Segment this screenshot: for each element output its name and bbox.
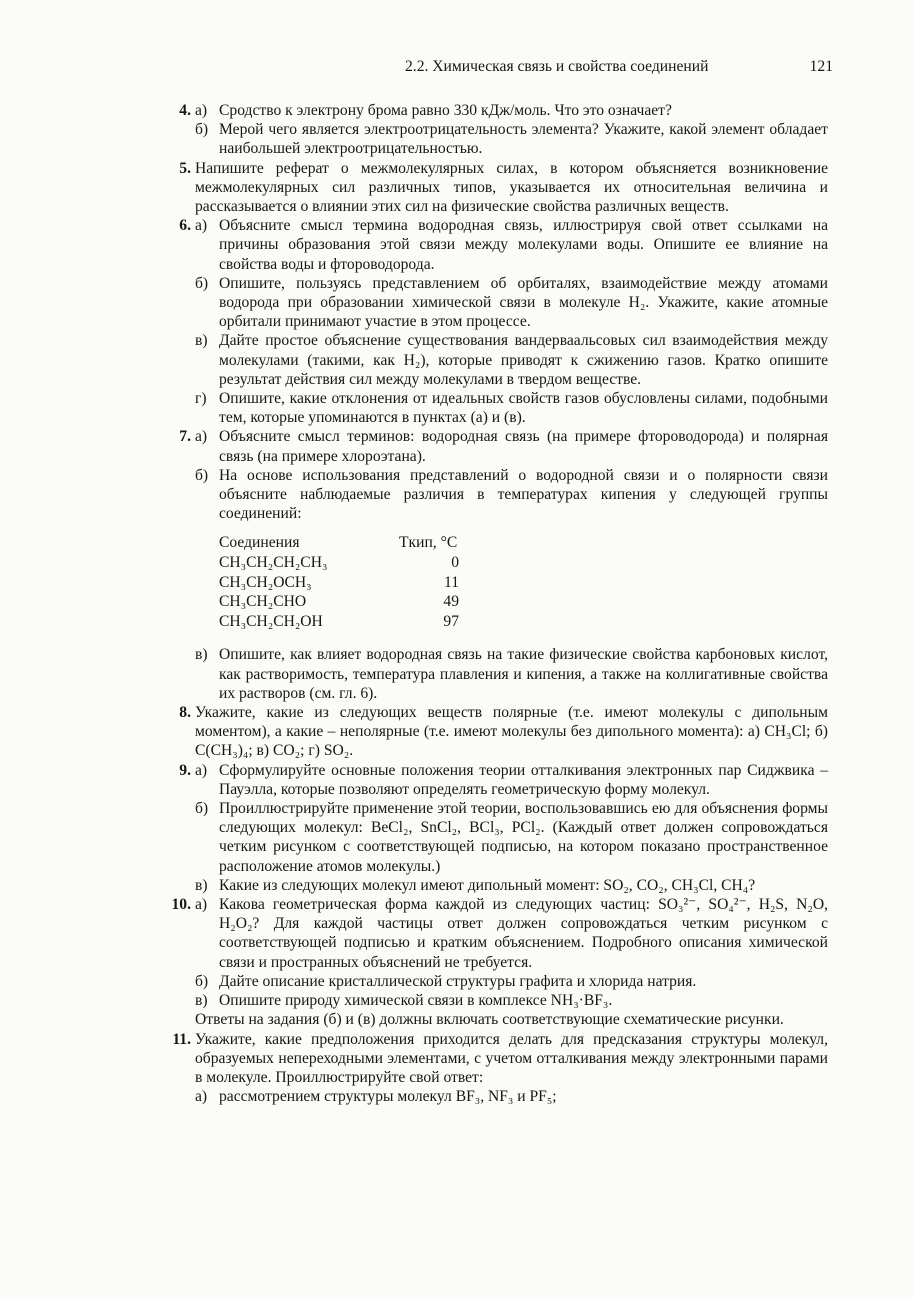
part-label: а) bbox=[195, 1088, 208, 1106]
part-text: Дайте описание кристаллической структуры графита и хлорида натрия. bbox=[219, 972, 697, 990]
column-header-boiling-point: Tкип, °C bbox=[399, 534, 458, 552]
question-part bbox=[195, 216, 828, 274]
part-label: б) bbox=[195, 274, 209, 292]
part-label: в) bbox=[195, 646, 208, 664]
part-text: Сформулируйте основные положения теории отталкивания электронных пар Сиджвика – Пауэлла, которые позволяют определять геометрическую форму молекул. bbox=[219, 761, 828, 798]
answer-note: Ответы на задания (б) и (в) должны включать соответствующие схематические рисунки. bbox=[195, 1011, 784, 1029]
question-number: 7. bbox=[179, 428, 191, 446]
boiling-point-cell: 11 bbox=[443, 573, 459, 591]
question-part bbox=[195, 876, 828, 895]
question-part bbox=[195, 274, 828, 332]
part-label: а) bbox=[195, 896, 208, 914]
question-part bbox=[195, 389, 828, 427]
question-number: 8. bbox=[179, 704, 191, 722]
question-part bbox=[195, 991, 828, 1010]
question-number: 10. bbox=[171, 896, 191, 914]
question-part bbox=[195, 331, 828, 389]
part-label: в) bbox=[195, 992, 208, 1010]
compound-cell: CH₃CH₂OCH₃ bbox=[219, 573, 312, 591]
exercise-list bbox=[163, 101, 828, 1106]
part-label: б) bbox=[195, 121, 209, 139]
running-header bbox=[405, 57, 833, 76]
question-part bbox=[195, 466, 828, 524]
boiling-point-table bbox=[219, 533, 475, 631]
column-header-compound: Соединения bbox=[219, 534, 300, 552]
part-text: Мерой чего является электроотрицательность элемента? Укажите, какой элемент обладает наибольшей электроотрицательностью. bbox=[219, 121, 828, 158]
table-header-row bbox=[219, 533, 475, 553]
part-text: Сродство к электрону брома равно 330 кДж/моль. Что это означает? bbox=[219, 102, 672, 119]
part-label: а) bbox=[195, 761, 208, 779]
part-text: Какова геометрическая форма каждой из следующих частиц: SO₃²⁻, SO₄²⁻, H₂S, N₂O, H₂O₂? Для каждой частицы ответ должен сопровождаться четким рисунком с соответствующей подписью и кратким объяснением. Подробного описания химической связи и пространных объяснений не требуется. bbox=[219, 896, 828, 971]
question-part bbox=[195, 895, 828, 972]
question-5 bbox=[163, 159, 828, 217]
part-label: в) bbox=[195, 876, 208, 894]
part-label: б) bbox=[195, 800, 209, 818]
boiling-point-cell: 97 bbox=[443, 612, 459, 630]
question-8 bbox=[163, 703, 828, 761]
question-4 bbox=[163, 101, 828, 159]
part-text: Опишите, как влияет водородная связь на такие физические свойства карбоновых кислот, как растворимость, температура плавления и кипения, а также на коллигативные свойства их растворов (см. гл. 6). bbox=[219, 646, 828, 702]
question-part bbox=[195, 427, 828, 465]
part-text: На основе использования представлений о водородной связи и о полярности связи объясните наблюдаемые различия в температурах кипения у следующей группы соединений: bbox=[219, 466, 828, 523]
question-part bbox=[195, 645, 828, 703]
table-row bbox=[219, 573, 475, 593]
page-number: 121 bbox=[809, 58, 833, 75]
part-label: б) bbox=[195, 972, 209, 990]
question-text: Укажите, какие предположения приходится делать для предсказания структуры молекул, образуемых непереходными элементами, с учетом отталкивания между электронными парами в молекуле. Проиллюстрируйте свой ответ: bbox=[195, 1030, 828, 1086]
table-row bbox=[219, 612, 475, 632]
part-text: Какие из следующих молекул имеют дипольный момент: SO₂, CO₂, CH₃Cl, CH₄? bbox=[219, 876, 756, 894]
part-label: а) bbox=[195, 428, 208, 446]
compound-cell: CH₃CH₂CH₂CH₃ bbox=[219, 554, 328, 572]
question-7 bbox=[163, 427, 828, 703]
part-label: а) bbox=[195, 217, 208, 235]
question-number: 11. bbox=[172, 1030, 191, 1048]
boiling-point-cell: 0 bbox=[451, 554, 459, 572]
part-label: в) bbox=[195, 332, 208, 350]
question-part bbox=[195, 761, 828, 799]
question-part bbox=[195, 120, 828, 158]
part-label: а) bbox=[195, 102, 208, 119]
question-part bbox=[195, 799, 828, 876]
part-text: Дайте простое объяснение существования вандерваальсовых сил взаимодействия между молекулами (такими, как H₂), которые приводят к сжижению газов. Кратко опишите результат действия сил между молекулами в твердом веществе. bbox=[219, 332, 828, 388]
part-text: Объясните смысл терминов: водородная связь (на примере фтороводорода) и полярная связь (на примере хлороэтана). bbox=[219, 428, 828, 465]
question-number: 4. bbox=[179, 102, 191, 119]
compound-cell: CH₃CH₂CH₂OH bbox=[219, 612, 323, 630]
question-6 bbox=[163, 216, 828, 427]
question-9 bbox=[163, 761, 828, 895]
part-text: Проиллюстрируйте применение этой теории, воспользовавшись ею для объяснения формы следующих молекул: BeCl₂, SnCl₂, BCl₃, PCl₂. (Каждый ответ должен сопровождаться четким рисунком с соответствующей подписью, на котором показано пространственное расположение атомов молекулы.) bbox=[219, 800, 828, 875]
question-part bbox=[195, 1087, 828, 1106]
table-row bbox=[219, 553, 475, 573]
part-label: б) bbox=[195, 466, 209, 484]
part-text: Объясните смысл термина водородная связь, иллюстрируя свой ответ ссылками на причины образования этой связи между молекулами воды. Опишите ее влияние на свойства воды и фтороводорода. bbox=[219, 217, 828, 273]
question-part bbox=[195, 101, 828, 120]
question-number: 9. bbox=[179, 761, 191, 779]
part-text: Опишите природу химической связи в комплексе NH₃·BF₃. bbox=[219, 992, 613, 1010]
question-11 bbox=[163, 1030, 828, 1107]
boiling-point-cell: 49 bbox=[443, 593, 459, 611]
compound-cell: CH₃CH₂CHO bbox=[219, 593, 307, 611]
part-label: г) bbox=[195, 390, 207, 408]
question-text: Укажите, какие из следующих веществ полярные (т.е. имеют молекулы с дипольным моментом), а какие – неполярные (т.е. имеют молекулы без дипольного момента): а) CH₃Cl; б) C(CH₃)₄; в) CO₂; г) SO₂. bbox=[195, 704, 828, 760]
question-part bbox=[195, 972, 828, 991]
question-10 bbox=[163, 895, 828, 1029]
part-text: рассмотрением структуры молекул BF₃, NF₃ и PF₅; bbox=[219, 1088, 557, 1106]
part-text: Опишите, какие отклонения от идеальных свойств газов обусловлены силами, подобными тем, которые упоминаются в пунктах (а) и (в). bbox=[219, 390, 828, 427]
section-title: 2.2. Химическая связь и свойства соединений bbox=[405, 58, 709, 75]
question-number: 5. bbox=[179, 159, 191, 177]
table-row bbox=[219, 592, 475, 612]
question-number: 6. bbox=[179, 217, 191, 235]
part-text: Опишите, пользуясь представлением об орбиталях, взаимодействие между атомами водорода при образовании химической связи в молекуле H₂. Укажите, какие атомные орбитали принимают участие в этом процессе. bbox=[219, 274, 828, 331]
question-text: Напишите реферат о межмолекулярных силах, в котором объясняется возникновение межмолекулярных сил различных типов, указывается их относительная величина и рассказывается о влиянии этих сил на физические свойства различных веществ. bbox=[195, 159, 828, 216]
